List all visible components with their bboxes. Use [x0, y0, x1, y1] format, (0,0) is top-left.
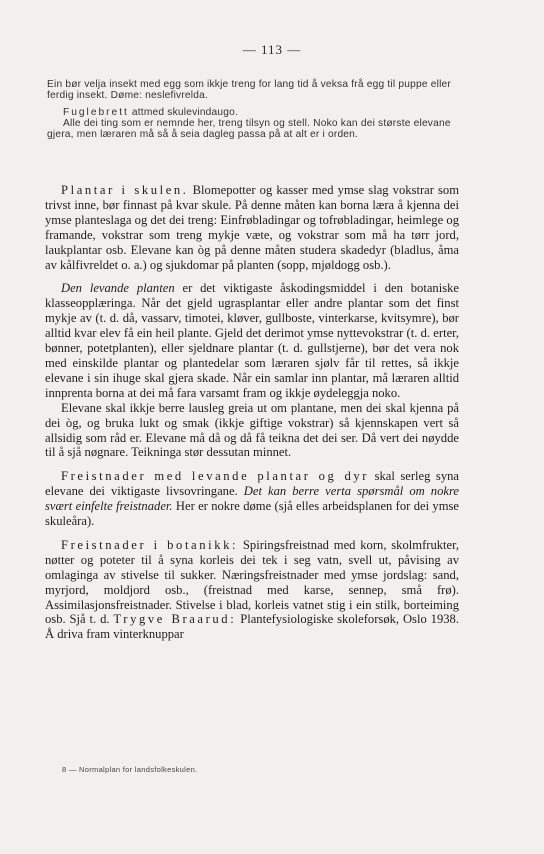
freistnader-rest: Her er nokre døme (sjå elles arbeidsplanen for dei ymse skuleåra). — [45, 499, 459, 529]
paragraph-levande — [45, 281, 459, 400]
intro-block — [47, 79, 455, 140]
plantar-heading: Plantar i skulen. — [61, 183, 189, 197]
paragraph-freistnader-dyr — [45, 469, 459, 529]
freistnader-text: skal serleg syna elevane dei viktigaste livsovringane. — [45, 469, 459, 499]
botanikk-text: Spiringsfreistnad med korn, skolmfrukter, nøtter og poteter til å syna korleis dei tek i seg vatn, svell ut, påvising av omlaginga av stivelse til sukker. Næringsfreistnader med ymse jordslag: sand, myrjord, moldjord osb., (freistnad med karse, sennep, små frø). Assimilasjonsfreistnader. Stivelse i blad, korleis vatnet stig i ein stilk, borteiming osb. Sjå t. d. — [45, 537, 459, 627]
intro-paragraph-fuglebrett — [47, 107, 455, 118]
plantar-text: Blomepotter og kasser med ymse slag vokstrar som trivst inne, bør finnast på kvar skule. På denne måten kan borna læra å kjenna dei ymse planteslaga og det dei treng: Einfrøbladingar og tofrøbladingar, heimlege og framande, vokstrar som treng mykje væte, og vokstrar som må ha tørr jord, laukplantar osb. Elevane kan òg på denne måten studera skadedyr (bladlus, åma av kålfivreldet o. a.) og sjukdomar på planten (sopp, mjøldogg osb.). — [45, 183, 459, 272]
botanikk-rest: Plantefysiologiske skoleforsøk, Oslo 1938. Å driva fram vinterknuppar — [45, 612, 459, 642]
main-text — [45, 183, 459, 642]
page-number: — 113 — — [242, 42, 302, 57]
paragraph-plantar — [45, 183, 459, 272]
fuglebrett-text: attmed skulevindaugo. — [128, 107, 239, 118]
intro-paragraph-insekt: Ein bør velja insekt med egg som ikkje treng for lang tid å veksa frå egg til puppe eller ferdig insekt. Døme: neslefivrelda. — [47, 79, 451, 101]
fuglebrett-heading: Fuglebrett — [63, 107, 129, 118]
freistnader-heading: Freistnader med levande plantar og dyr — [61, 469, 370, 484]
freistnader-italic: Det kan berre verta spørsmål om nokre svært einfelte freistnader. — [45, 484, 459, 514]
botanikk-heading: Freistnader i botanikk: — [61, 537, 239, 552]
levande-text: er det viktigaste åskodingsmiddel i den botaniske klasseopplæringa. Når det gjeld ugrasplantar eller andre plantar som det finst mykje av (t. d. då, vassarv, timotei, kløver, gullboste, vinterkarse, kvitsymre), bør alltid kvar elev få ein heil plante. Gjeld det derimot ymse nyttevokstrar (t. d. erter, bønner, potetplanten), eller sjeldnare plantar (t. d. gullstjerne), bør det vera nok med einskilde plantar og plantedelar som læraren sjølv får til rettes, så ikkje elevane i sin ihuge skal gjera skade. Når ein samlar inn plantar, må læraren alltid innprenta borna at dei må fara varsamt fram og ikkje øydeleggja noko. — [45, 281, 459, 400]
author-name: Trygve Braarud: — [113, 612, 237, 627]
footnote: 8 — Normalplan for landsfolkeskulen. — [62, 765, 198, 774]
paragraph-freistnader-botanikk — [45, 538, 459, 642]
paragraph-elevane: Elevane skal ikkje berre lausleg greia ut om plantane, men dei skal kjenna på dei òg, og bruka lukt og smak (ikkje giftige vokstrar) så kjennskapen vert så allsidig som råd er. Elevane må då og då få teikna det dei ser. Då vert dei nøydde til å sjå nøgnare. Teikninga stør dessutan minnet. — [45, 400, 459, 460]
levande-heading: Den levande planten — [61, 281, 175, 296]
intro-paragraph-tilsyn: Alle dei ting som er nemnde her, treng tilsyn og stell. Noko kan dei største elevane gjera, men læraren må så å seia dagleg passa på at alt er i orden. — [47, 118, 451, 140]
